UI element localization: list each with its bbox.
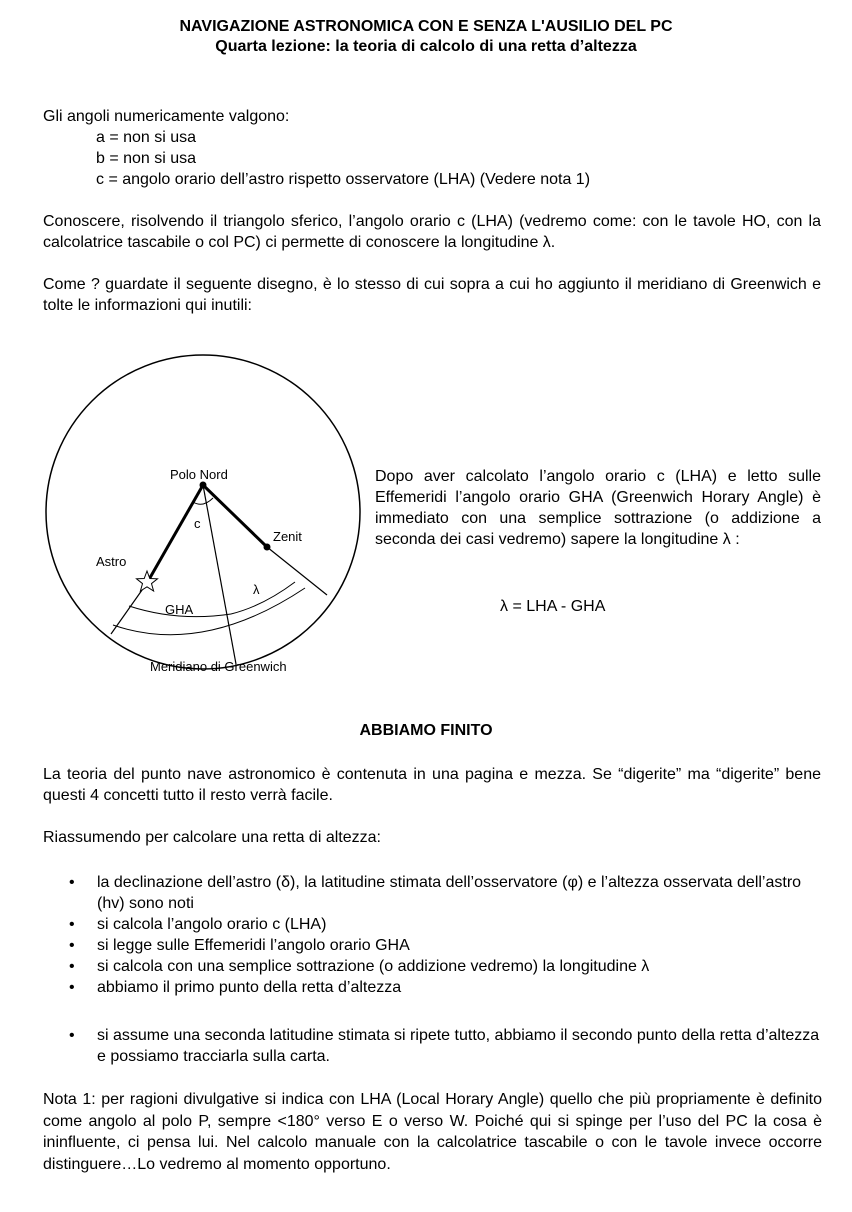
bullet-icon: • xyxy=(69,1027,75,1044)
document-subtitle: Quarta lezione: la teoria di calcolo di una retta d’altezza xyxy=(215,38,637,55)
lambda-arc xyxy=(231,582,295,614)
label-zenit: Zenit xyxy=(273,529,302,544)
steps-list-second xyxy=(43,1025,821,1067)
paragraph-theory: La teoria del punto nave astronomico è contenuta in una pagina e mezza. Se “digerite” ma “digerite” bene questi 4 concetti tutto il resto verrà facile. xyxy=(43,766,821,804)
angle-c-line: c = angolo orario dell’astro rispetto osservatore (LHA) (Vedere nota 1) xyxy=(96,171,591,188)
longitude-formula: λ = LHA - GHA xyxy=(500,598,606,615)
bullet-icon: • xyxy=(69,937,75,954)
paragraph-how: Come ? guardate il seguente disegno, è lo stesso di cui sopra a cui ho aggiunto il meridiano di Greenwich e tolte le informazioni qui inutili: xyxy=(43,276,821,314)
label-gha: GHA xyxy=(165,602,194,617)
label-astro: Astro xyxy=(96,554,127,569)
steps-list xyxy=(43,872,821,998)
section-heading-finished: ABBIAMO FINITO xyxy=(359,722,493,739)
list-item: • si calcola con una semplice sottrazione (o addizione vedremo) la longitudine λ xyxy=(69,958,650,975)
list-item: • si legge sulle Effemeridi l’angolo orario GHA xyxy=(69,937,410,954)
angles-heading: Gli angoli numericamente valgono: xyxy=(43,108,290,125)
bullet-icon: • xyxy=(69,958,75,975)
paragraph-know-lha: Conoscere, risolvendo il triangolo sferico, l’angolo orario c (LHA) (vedremo come: con le tavole HO, con la calcolatrice tascabile o col PC) ci permette di conoscere la longitudine λ. xyxy=(43,213,821,251)
label-lambda: λ xyxy=(253,582,260,597)
bullet-icon: • xyxy=(69,874,75,891)
list-item: • la declinazione dell’astro (δ), la latitudine stimata dell’osservatore (φ) e l’altezza osservata dell’astro (hv) sono noti xyxy=(69,874,802,912)
list-item: • si calcola l’angolo orario c (LHA) xyxy=(69,916,327,933)
paragraph-summary: Riassumendo per calcolare una retta di altezza: xyxy=(43,829,381,846)
side-explanation: Dopo aver calcolato l’angolo orario c (LHA) e letto sulle Effemeridi l’angolo orario GHA (Greenwich Horary Angle) è immediato con una semplice sottrazione (o addizione a seconda dei casi vedremo) sapere la longitudine λ : xyxy=(375,468,821,548)
label-greenwich: Meridiano di Greenwich xyxy=(150,659,287,674)
label-c: c xyxy=(194,516,201,531)
celestial-circle xyxy=(46,355,360,669)
document-title: NAVIGAZIONE ASTRONOMICA CON E SENZA L'AUSILIO DEL PC xyxy=(179,18,673,35)
zenit-meridian-line xyxy=(267,547,327,595)
celestial-diagram xyxy=(43,338,363,686)
list-item: • si assume una seconda latitudine stimata si ripete tutto, abbiamo il secondo punto della retta d’altezza e possiamo tracciarla sulla carta. xyxy=(69,1027,820,1065)
footnote: Nota 1: per ragioni divulgative si indica con LHA (Local Horary Angle) quello che più propriamente è definito come angolo al polo P, sempre <180° verso E o verso W. Poiché qui si spinge per l’uso del PC la cosa è ininfluente, ci pensa lui. Nel calcolo manuale con la calcolatrice tascabile o con le tavole invece occorre distinguere…Lo vedremo al momento opportuno. xyxy=(43,1091,822,1173)
angle-b-line: b = non si usa xyxy=(96,150,197,167)
list-item: • abbiamo il primo punto della retta d’altezza xyxy=(69,979,402,996)
star-icon xyxy=(137,571,158,591)
bullet-icon: • xyxy=(69,916,75,933)
angle-a-line: a = non si usa xyxy=(96,129,197,146)
label-polo-nord: Polo Nord xyxy=(170,467,228,482)
bullet-icon: • xyxy=(69,979,75,996)
polo-to-astro-line xyxy=(147,485,203,583)
